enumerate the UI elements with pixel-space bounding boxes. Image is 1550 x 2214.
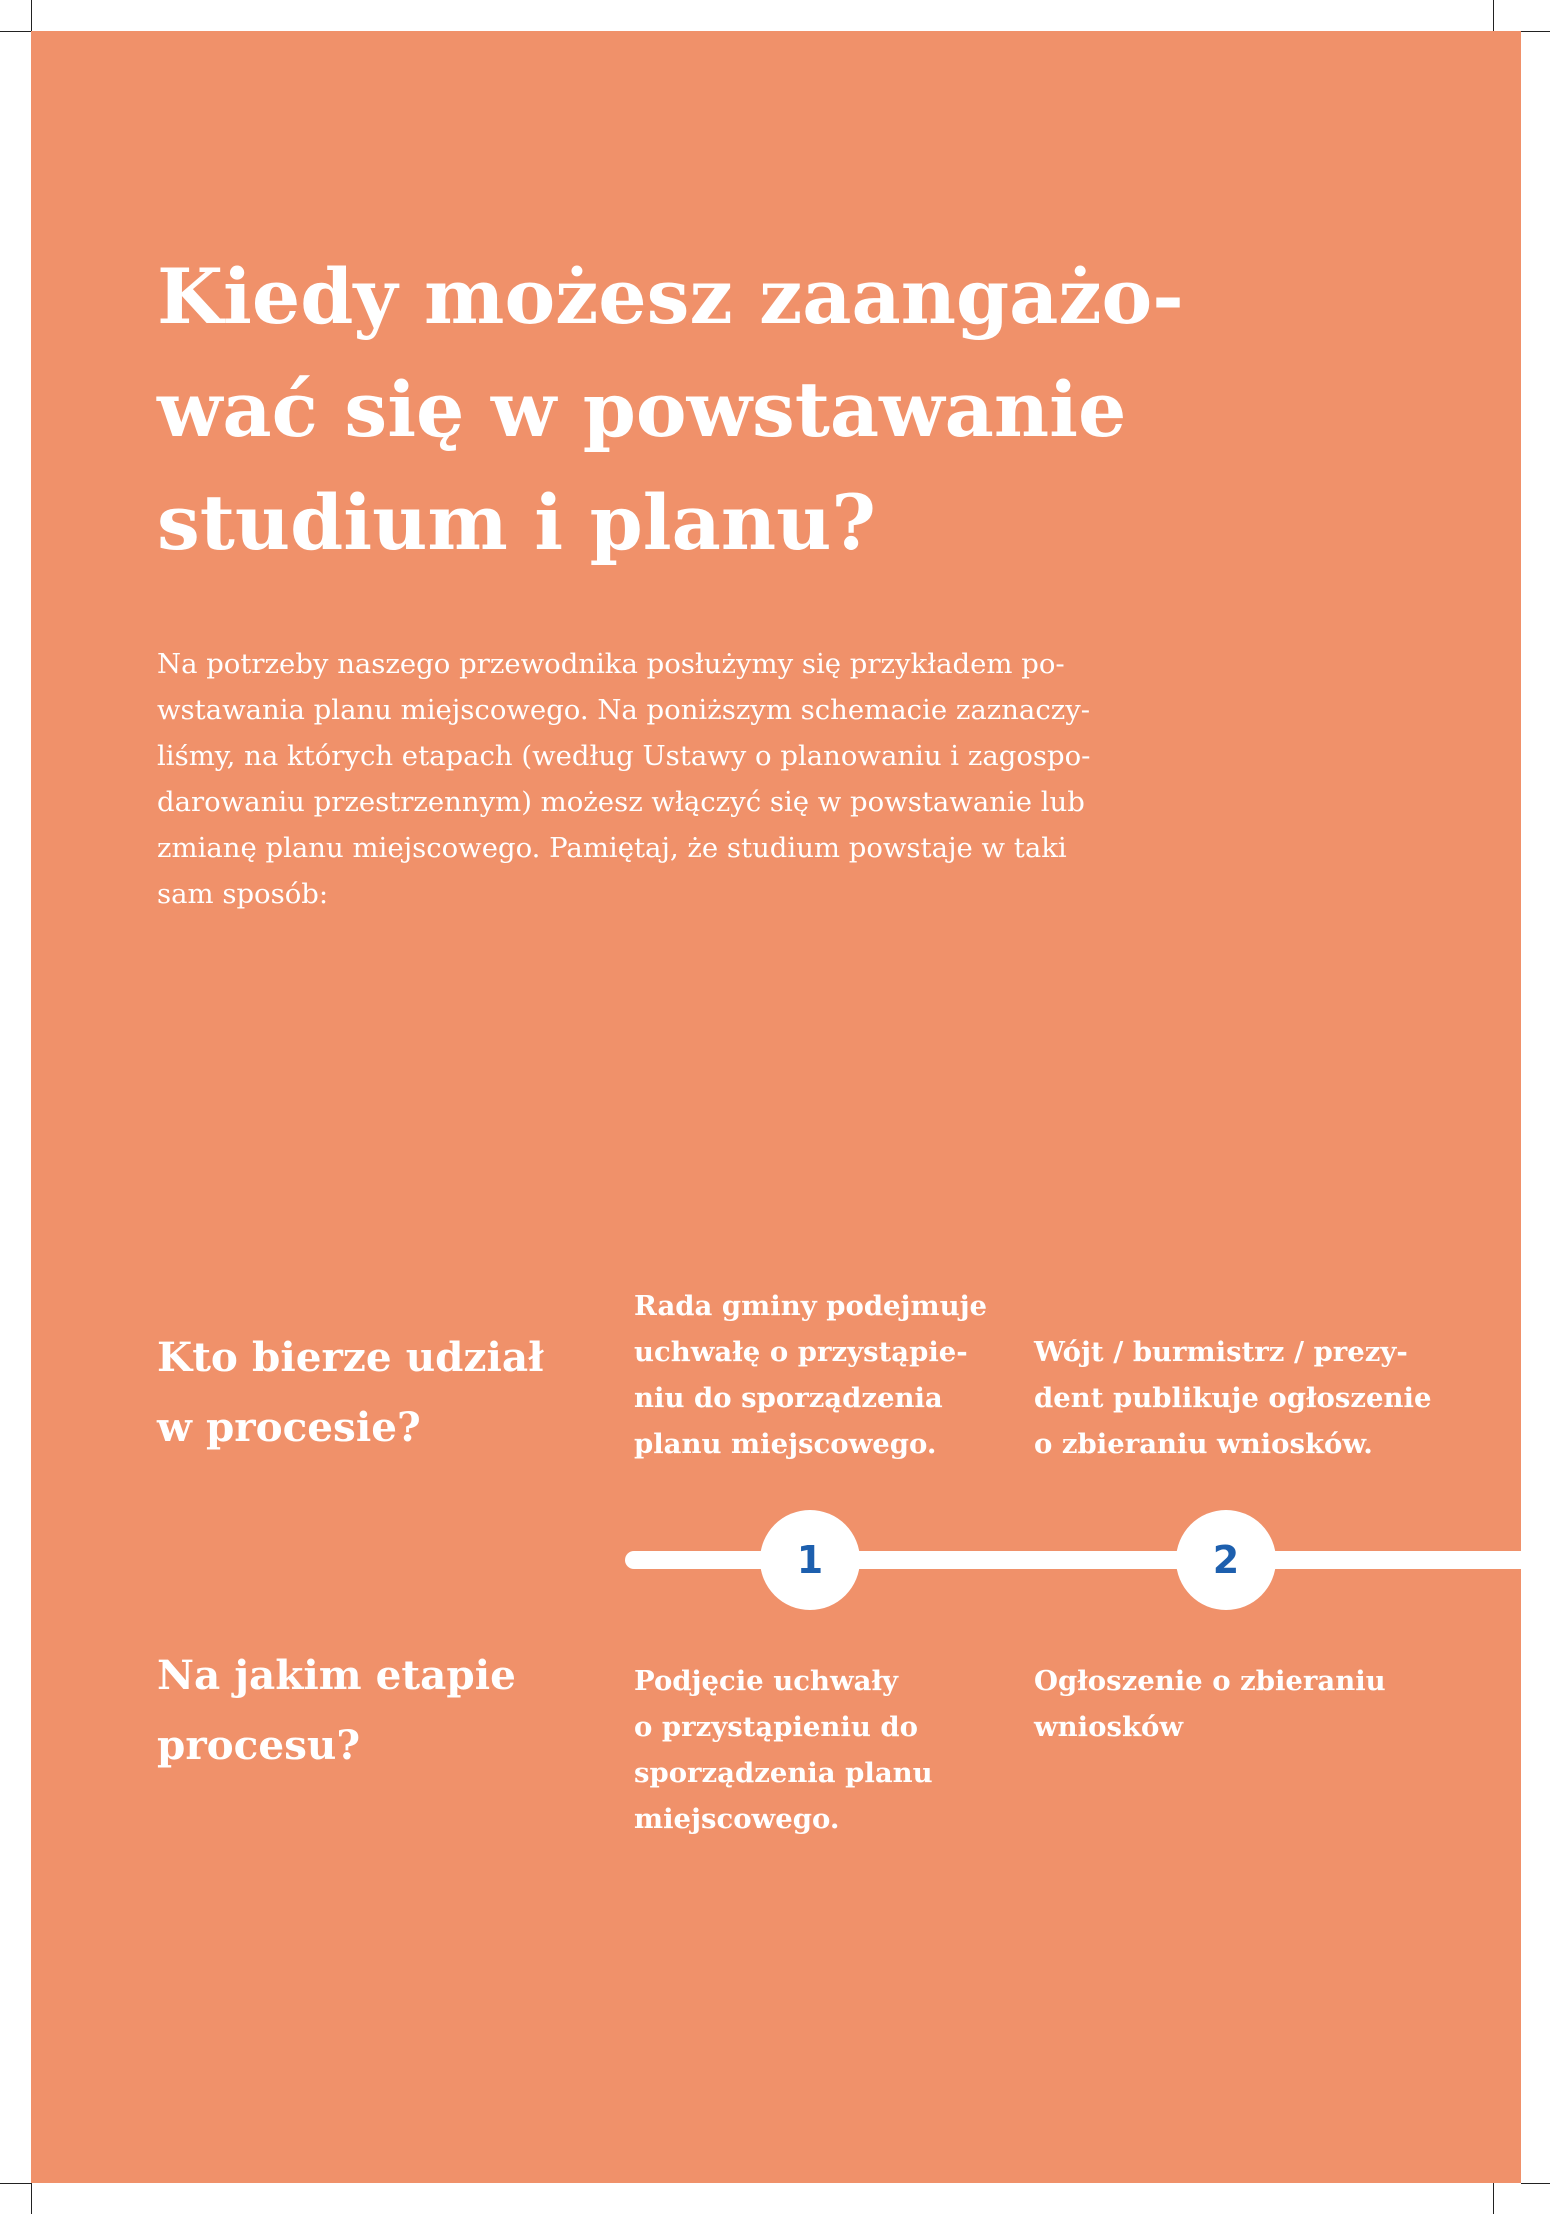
step-2-stage: Ogłoszenie o zbieraniu wniosków bbox=[1034, 1665, 1386, 1743]
crop-mark bbox=[31, 0, 32, 31]
crop-mark bbox=[1521, 31, 1550, 32]
page-title: Kiedy możesz zaangażo- wać się w powstawanie studium i planu? bbox=[157, 252, 1184, 567]
crop-mark bbox=[31, 2183, 32, 2214]
step-1-number: 1 bbox=[796, 1538, 824, 1582]
crop-mark bbox=[1493, 0, 1494, 31]
step-1-stage: Podjęcie uchwały o przystąpieniu do sporządzenia planu miejscowego. bbox=[634, 1665, 933, 1835]
crop-mark bbox=[0, 2183, 31, 2184]
step-2-number: 2 bbox=[1212, 1538, 1240, 1582]
step-2-who: Wójt / burmistrz / prezy- dent publikuje ogłoszenie o zbieraniu wniosków. bbox=[1034, 1336, 1432, 1460]
intro-paragraph: Na potrzeby naszego przewodnika posłużymy się przykładem po- wstawania planu miejscowego. Na poniższym schemacie zaznaczy- liśmy, na których etapach (według Ustawy o planowaniu i zagospo- darowaniu przestrzennym) możesz włączyć się w powstawanie lub zmianę planu miejscowego. Pamiętaj, że studium powstaje w taki sam sposób: bbox=[157, 648, 1091, 910]
step-2-circle bbox=[1176, 1510, 1276, 1610]
crop-mark bbox=[0, 31, 31, 32]
crop-mark bbox=[1521, 2183, 1550, 2184]
row-label-stage: Na jakim etapie procesu? bbox=[157, 1651, 516, 1769]
row-label-who: Kto bierze udział w procesie? bbox=[157, 1333, 544, 1451]
crop-mark bbox=[1493, 2183, 1494, 2214]
step-1-who: Rada gminy podejmuje uchwałę o przystąpie- niu do sporządzenia planu miejscowego. bbox=[634, 1290, 988, 1460]
step-1-circle bbox=[760, 1510, 860, 1610]
